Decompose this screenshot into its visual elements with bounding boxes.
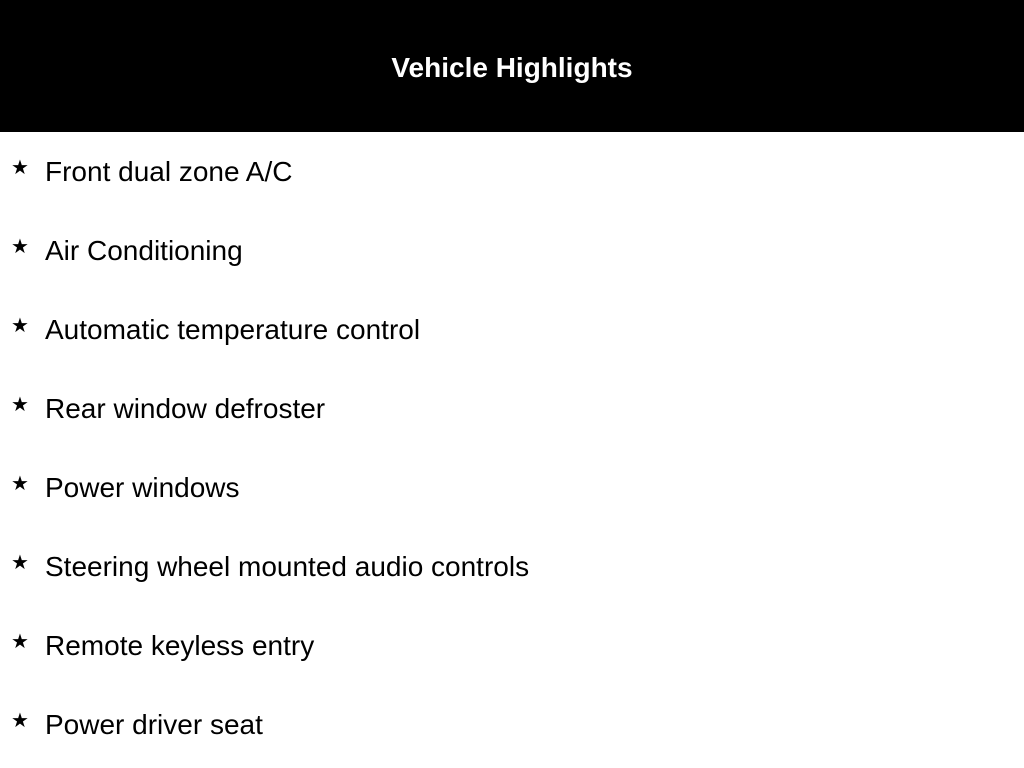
highlight-label: Power windows — [45, 472, 240, 503]
list-item — [0, 606, 1024, 685]
highlight-label: Power driver seat — [45, 709, 263, 740]
page-title: Vehicle Highlights — [391, 52, 633, 83]
highlights-list — [0, 132, 1024, 768]
highlight-label: Air Conditioning — [45, 235, 243, 266]
star-icon: ★ — [11, 234, 29, 258]
star-icon: ★ — [11, 313, 29, 337]
list-item — [0, 132, 1024, 211]
star-icon: ★ — [11, 550, 29, 574]
highlight-label: Automatic temperature control — [45, 314, 421, 345]
star-icon: ★ — [11, 155, 29, 179]
star-icon: ★ — [11, 392, 29, 416]
list-item — [0, 448, 1024, 527]
highlight-label: Rear window defroster — [45, 393, 326, 424]
star-icon: ★ — [11, 629, 29, 653]
star-icon: ★ — [11, 471, 29, 495]
highlight-label: Front dual zone A/C — [45, 156, 293, 187]
list-item — [0, 211, 1024, 290]
highlight-label: Steering wheel mounted audio controls — [45, 551, 530, 582]
highlight-label: Remote keyless entry — [45, 630, 315, 661]
list-item — [0, 290, 1024, 369]
header-banner — [0, 0, 1024, 132]
list-item — [0, 527, 1024, 606]
list-item — [0, 369, 1024, 448]
list-item — [0, 685, 1024, 764]
star-icon: ★ — [11, 708, 29, 732]
